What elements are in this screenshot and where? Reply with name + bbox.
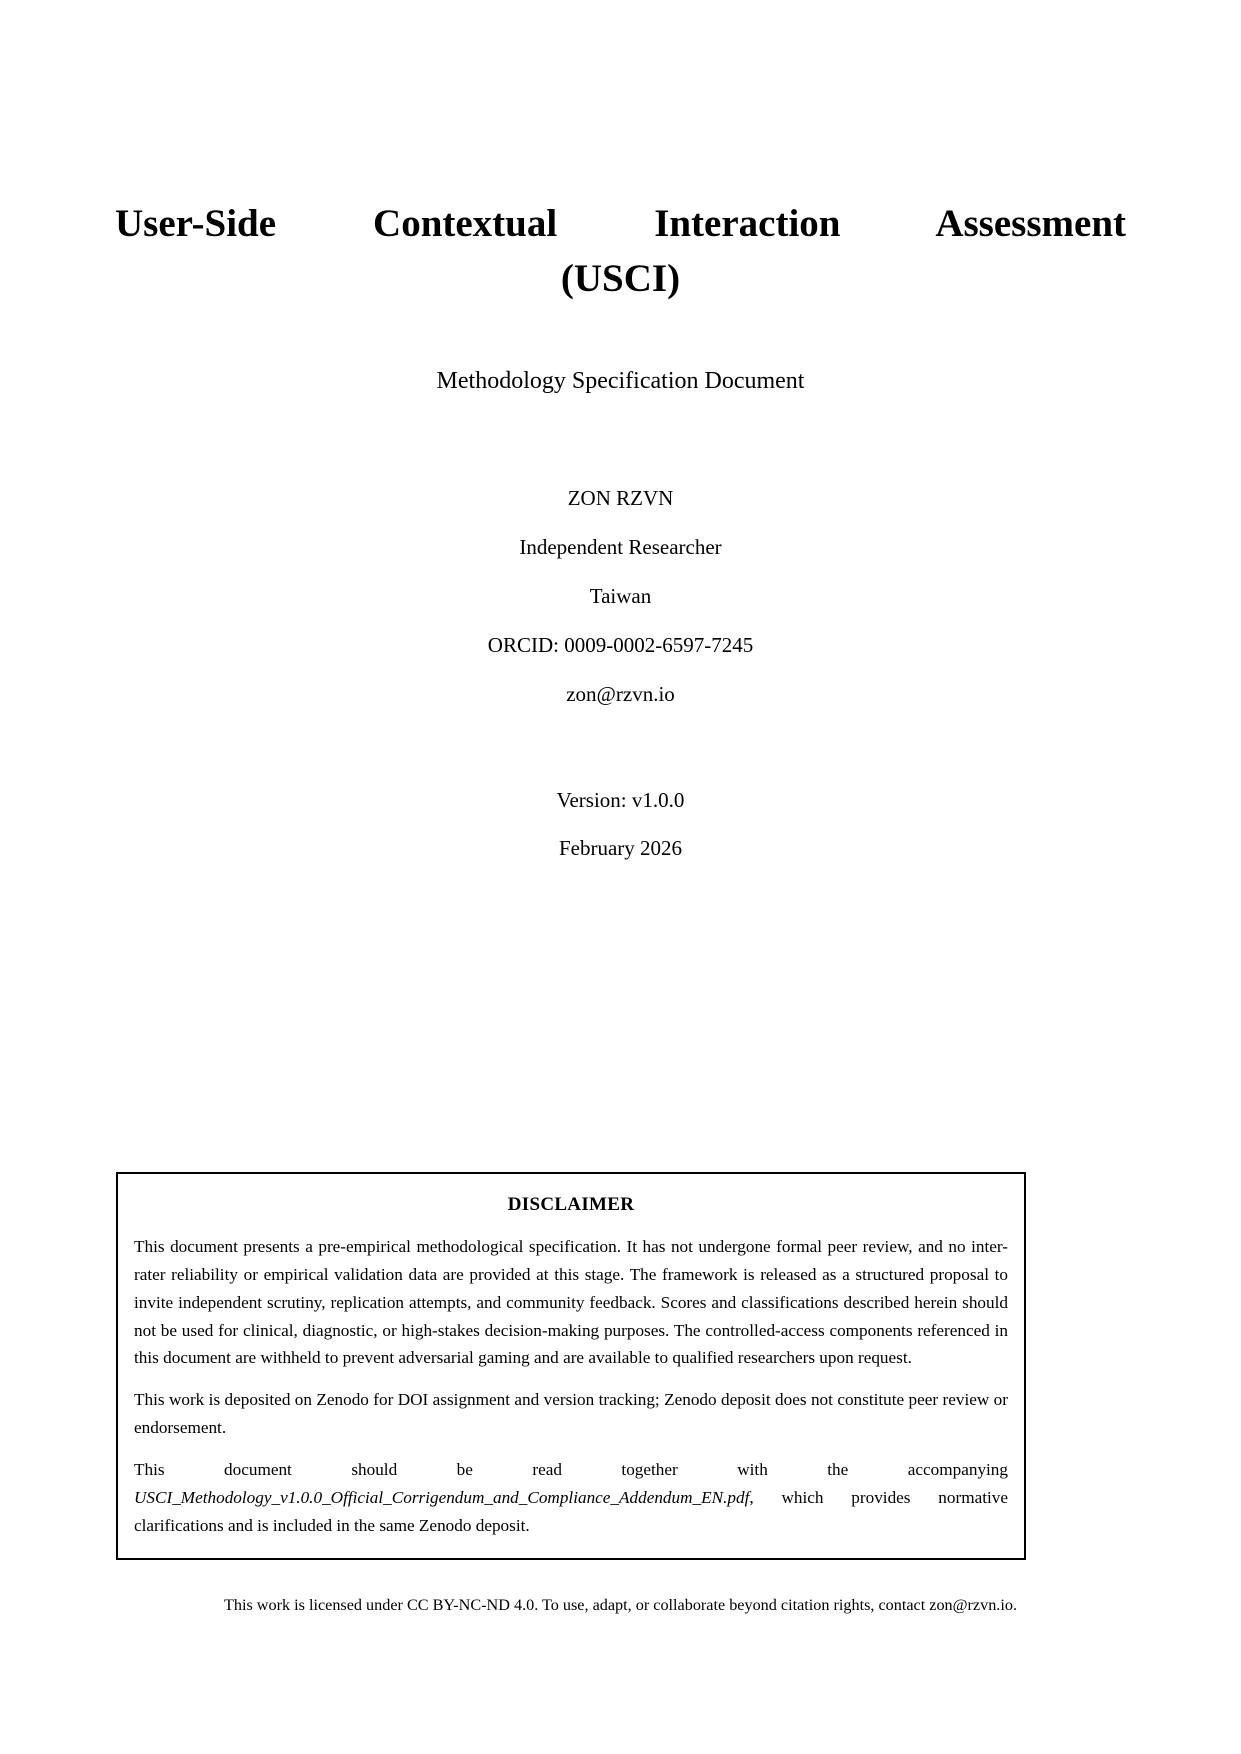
document-subtitle: Methodology Specification Document [436, 368, 805, 394]
disclaimer-heading: DISCLAIMER [507, 1194, 635, 1215]
disclaimer-paragraph-3 [134, 1456, 1008, 1540]
title-line-acronym: (USCI) [560, 257, 681, 301]
version-label: Version: v1.0.0 [556, 788, 685, 812]
version-block [115, 790, 1126, 859]
addendum-filename: USCI_Methodology_v1.0.0_Official_Corrigendum_and_Compliance_Addendum_EN.pdf [134, 1487, 750, 1507]
license-footer: This work is licensed under CC BY-NC-ND 4.0. To use, adapt, or collaborate beyond citation rights, contact zon@rzvn.io. [223, 1596, 1017, 1614]
author-name: ZON RZVN [567, 486, 674, 510]
author-country: Taiwan [589, 584, 652, 608]
addendum-prefix-text: This document should be read together with the accompanying [134, 1460, 1008, 1480]
disclaimer-paragraph-1: This document presents a pre-empirical methodological specification. It has not undergone formal peer review, and no inter-rater reliability or empirical validation data are provided at this stage. The framework is released as a structured proposal to invite independent scrutiny, replication attempts, and community feedback. Scores and classifications described herein should not be used for clinical, diagnostic, or high-stakes decision-making purposes. The controlled-access components referenced in this document are withheld to prevent adversarial gaming and are available to qualified researchers upon request. [134, 1237, 1008, 1368]
author-email: zon@rzvn.io [566, 682, 675, 706]
author-block [115, 488, 1126, 705]
title-line-primary: User-Side Contextual Interaction Assessment [115, 202, 1126, 245]
author-orcid: ORCID: 0009-0002-6597-7245 [487, 633, 754, 657]
addendum-suffix-text: , which provides normative clarifications and is included in the same Zenodo deposit. [134, 1487, 1008, 1535]
disclaimer-box [116, 1172, 1026, 1560]
disclaimer-paragraph-2: This work is deposited on Zenodo for DOI assignment and version tracking; Zenodo deposit does not constitute peer review or endorsement. [134, 1390, 1008, 1438]
publication-date: February 2026 [558, 836, 683, 860]
author-affiliation: Independent Researcher [519, 535, 722, 559]
page-title [115, 196, 1126, 307]
